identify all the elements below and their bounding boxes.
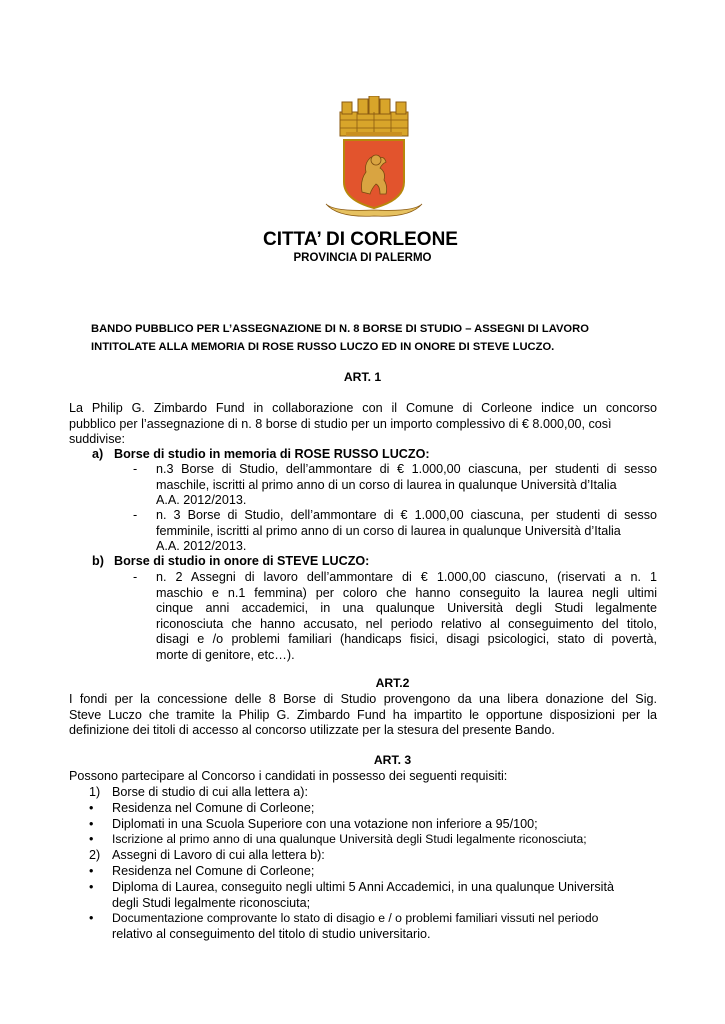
list-item-line: Diploma di Laurea, conseguito negli ultimi 5 Anni Accademici, in una qualunque Università <box>112 879 614 894</box>
dash-marker: - <box>133 462 138 476</box>
numbered-marker: 2) <box>89 848 101 863</box>
bullet-marker: • <box>89 863 94 878</box>
article-paragraph: Possono partecipare al Concorso i candidati in possesso dei seguenti requisiti: <box>69 769 508 783</box>
bullet-marker: • <box>89 911 94 926</box>
list-item-line: Documentazione comprovante lo stato di disagio e / o problemi familiari vissuti nel periodo <box>112 911 599 926</box>
list-item-text <box>156 462 657 509</box>
list-item-line: maschio e n.1 femmina) per coloro che hanno conseguito la laurea negli ultimi <box>156 585 657 600</box>
article-heading: ART. 1 <box>343 370 382 384</box>
bullet-marker: • <box>89 800 94 815</box>
bullet-marker: • <box>89 832 94 847</box>
list-item-line: riconosciuta che hanno accusato, nel periodo relativo al conseguimento del titolo, <box>156 616 657 631</box>
section-label: b) <box>92 554 104 568</box>
paragraph-line: suddivise: <box>69 432 126 447</box>
list-item-text <box>156 570 657 664</box>
paragraph-line: definizione dei titoli di accesso al concorso utilizzate per la stesura del presente Bando. <box>69 723 555 738</box>
dash-marker: - <box>133 570 138 584</box>
list-item <box>89 801 669 817</box>
list-item-line: disagi e /o problemi familiari (handicaps fisici, disagi psicologici, stato di povertà, <box>156 632 657 647</box>
list-item-text <box>156 508 657 555</box>
section-a-heading <box>92 447 430 463</box>
list-item-line: degli Studi legalmente riconosciuta; <box>112 895 311 910</box>
list-item-line: Residenza nel Comune di Corleone; <box>112 800 315 815</box>
list-item-line: femminile, iscritti al primo anno di un corso di laurea in qualunque Università d’Italia <box>156 523 621 538</box>
list-item <box>133 508 657 556</box>
section-b-heading <box>92 554 369 570</box>
list-item-line: Diplomati in una Scuola Superiore con una votazione non inferiore a 95/100; <box>112 816 538 831</box>
paragraph-line: La Philip G. Zimbardo Fund in collaborazione con il Comune di Corleone indice un concorso <box>69 401 657 415</box>
article-heading: ART.2 <box>375 676 410 690</box>
section-label: a) <box>92 447 104 461</box>
list-item <box>89 785 669 801</box>
article-heading: ART. 3 <box>373 753 412 767</box>
mural-crown-icon <box>340 96 408 136</box>
list-item-line: morte di genitore, etc…). <box>156 647 295 662</box>
list-item-line: n.3 Borse di Studio, dell’ammontare di € 1.000,00 ciascuna, per studenti di sesso <box>156 462 657 476</box>
list-item <box>89 911 669 943</box>
section-title: Borse di studio in onore di STEVE LUCZO: <box>114 554 370 568</box>
list-item <box>89 880 669 912</box>
paragraph-line: Steve Luczo che tramite la Philip G. Zimbardo Fund ha impartito le opportune disposizioni per la <box>69 707 657 722</box>
corleone-coat-of-arms-icon <box>318 96 430 220</box>
article-paragraph <box>69 401 657 448</box>
list-item-line: n. 2 Assegni di lavoro dell’ammontare di € 1.000,00 ciascuno, (riservati a n. 1 <box>156 570 657 584</box>
list-item-line: Assegni di Lavoro di cui alla lettera b): <box>112 848 325 863</box>
city-title: CITTA’ DI CORLEONE <box>263 229 458 250</box>
list-item-line: Borse di studio di cui alla lettera a): <box>112 785 309 799</box>
list-item-line: A.A. 2012/2013. <box>156 493 247 508</box>
dash-marker: - <box>133 508 138 522</box>
section-title: Borse di studio in memoria di ROSE RUSSO LUCZO: <box>114 447 430 461</box>
province-subtitle: PROVINCIA DI PALERMO <box>293 252 432 264</box>
article-paragraph <box>69 692 657 739</box>
requirements-list <box>89 785 669 943</box>
list-item-line: Iscrizione al primo anno di una qualunque Università degli Studi legalmente riconosciuta; <box>112 832 587 847</box>
list-item <box>89 832 669 848</box>
list-item-line: n. 3 Borse di Studio, dell’ammontare di € 1.000,00 ciascuna, per studenti di sesso <box>156 508 657 522</box>
paragraph-line: pubblico per l’assegnazione di n. 8 borse di studio per un importo complessivo di € 8.000,00, così <box>69 416 612 431</box>
list-item-line: maschile, iscritti al primo anno di un corso di laurea in qualunque Università d’Italia <box>156 477 617 492</box>
list-item <box>89 817 669 833</box>
list-item-line: A.A. 2012/2013. <box>156 539 247 554</box>
list-item-line: relativo al conseguimento del titolo di studio universitario. <box>112 927 431 942</box>
list-item-line: cinque anni accademici, in una qualunque Università degli Studi legalmente <box>156 601 657 616</box>
list-item <box>89 864 669 880</box>
list-item <box>89 848 669 864</box>
list-item-line: Residenza nel Comune di Corleone; <box>112 863 315 878</box>
bando-line: BANDO PUBBLICO PER L’ASSEGNAZIONE DI N. 8 BORSE DI STUDIO – ASSEGNI DI LAVORO <box>91 323 589 335</box>
bando-heading <box>91 320 651 356</box>
bullet-marker: • <box>89 816 94 831</box>
list-item <box>133 462 657 510</box>
list-item <box>133 570 657 666</box>
bando-line: INTITOLATE ALLA MEMORIA DI ROSE RUSSO LUCZO ED IN ONORE DI STEVE LUCZO. <box>91 341 555 353</box>
paragraph-line: I fondi per la concessione delle 8 Borse di Studio provengono da una libera donazione del Sig. <box>69 692 657 706</box>
numbered-marker: 1) <box>89 785 101 799</box>
bullet-marker: • <box>89 879 94 894</box>
